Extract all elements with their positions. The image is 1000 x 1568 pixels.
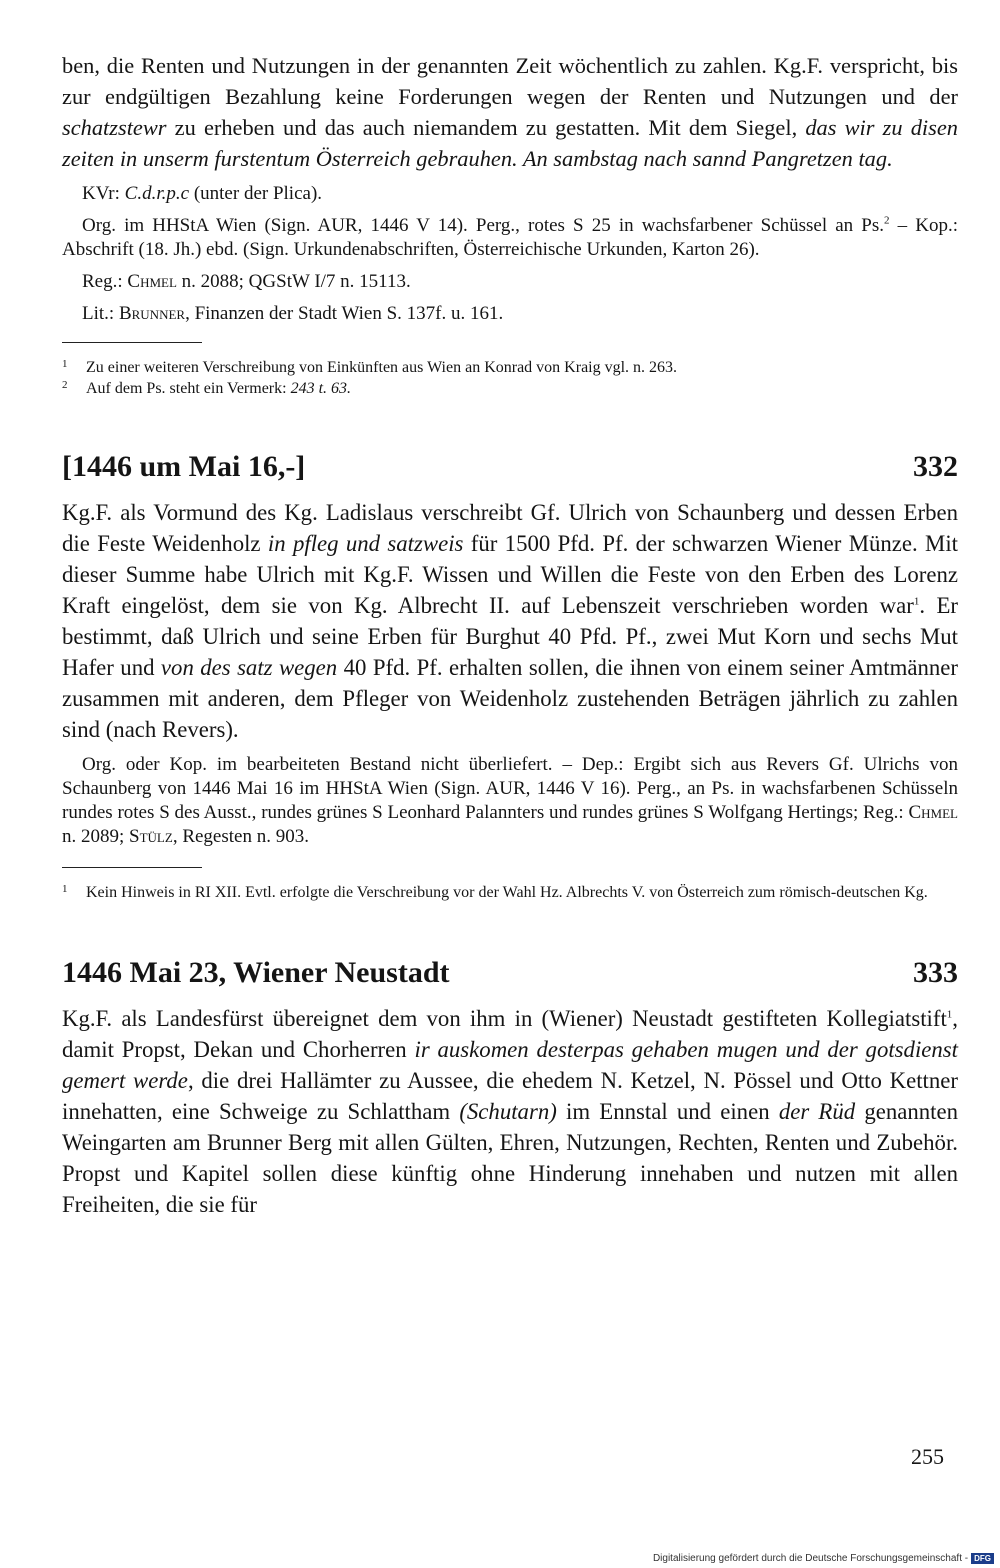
footnote-divider bbox=[62, 867, 202, 868]
entry-333-number: 333 bbox=[913, 956, 958, 989]
kvr-note: KVr: C.d.r.p.c (unter der Plica). bbox=[82, 183, 323, 204]
footnote-divider bbox=[62, 342, 202, 343]
page-number: 255 bbox=[911, 1444, 944, 1469]
entry-332-heading bbox=[62, 447, 958, 487]
continuation-paragraph: ben, die Renten und Nutzungen in der genannten Zeit wöchentlich zu zahlen. Kg.F. verspricht, bis zur endgültigen Bezahlung keine Forderungen wegen der Renten und Nutzungen und der schatzstewr zu erheben und das auch niemandem zu gestatten. Mit dem Siegel, das wir zu disen zeiten in unserm furstentum Österreich gebrauhen. An sambstag nach sannd Pangretzen tag. bbox=[62, 53, 958, 171]
entry-332-footnote-1: 1 Kein Hinweis in RI XII. Evtl. erfolgte die Verschreibung vor der Wahl Hz. Albrechts V. von Österreich zum römisch-deutschen Kg. bbox=[62, 883, 928, 901]
entry-332-title: [1446 um Mai 16,-] bbox=[62, 450, 306, 483]
page-content bbox=[62, 50, 958, 1220]
entry-333-text: Kg.F. als Landesfürst übereignet dem von ihm in (Wiener) Neustadt gestifteten Kollegiatstift$^1$, damit Propst, Dekan und Chorherren ir auskomen desterpas gehaben mugen und der gotsdienst gemert werde, die drei Hallämter zu Aussee, die ehedem N. Ketzel, N. Pössel und Otto Kettner innehatten, eine Schweige zu Schlattham (Schutarn) im Ennstal und einen der Rüd genannten Weingarten am Brunner Berg mit allen Gülten, Ehren, Nutzungen, Rechten, Renten und Zubehör. Propst und Kapitel sollen diese künftig ohne Hinderung innehaben und nutzen mit allen Freiheiten, die sie für bbox=[62, 1006, 959, 1217]
credit-text: Digitalisierung gefördert durch die Deutsche Forschungsgemeinschaft - bbox=[652, 1553, 969, 1564]
entry-332-number: 332 bbox=[913, 450, 958, 483]
dfg-logo: DFG bbox=[971, 1553, 994, 1564]
literature-note: Lit.: Brunner, Finanzen der Stadt Wien S. 137f. u. 161. bbox=[82, 303, 504, 324]
footnote-1: 1 Zu einer weiteren Verschreibung von Einkünften aus Wien an Konrad von Kraig vgl. n. 263. bbox=[62, 358, 678, 376]
original-note: Org. im HHStA Wien (Sign. AUR, 1446 V 14). Perg., rotes S 25 in wachsfarbener Schüssel an Ps.$^2$ – Kop.: Abschrift (18. Jh.) ebd. (Sign. Urkundenabschriften, Österreichische Urkunden, Karton 26). bbox=[62, 214, 958, 260]
entry-333-heading bbox=[62, 953, 958, 993]
digitization-credit bbox=[653, 1553, 994, 1564]
entry-333-title: 1446 Mai 23, Wiener Neustadt bbox=[62, 956, 450, 989]
entry-332-text: Kg.F. als Vormund des Kg. Ladislaus verschreibt Gf. Ulrich von Schaunberg und dessen Erben die Feste Weidenholz in pfleg und satzweis für 1500 Pfd. Pf. der schwarzen Wiener Münze. Mit dieser Summe habe Ulrich mit Kg.F. Wissen und Willen die Feste von den Erben des Lorenz Kraft eingelöst, dem sie von Kg. Albrecht II. auf Lebenszeit verschrieben worden war$^1$. Er bestimmt, daß Ulrich und seine Erben für Burghut 40 Pfd. Pf., zwei Mut Korn und sechs Mut Hafer und von des satz wegen 40 Pfd. Pf. erhalten sollen, die ihnen von einem seiner Amtmänner zusammen mit anderen, dem Pfleger von Weidenholz zustehenden Beträgen jährlich zu zahlen sind (nach Revers). bbox=[62, 500, 958, 742]
entry-332-notes: Org. oder Kop. im bearbeiteten Bestand nicht überliefert. – Dep.: Ergibt sich aus Revers Gf. Ulrichs von Schaunberg von 1446 Mai 16 im HHStA Wien (Sign. AUR, 1446 V 16). Perg., an Ps. in wachsfarbenen Schüsseln rundes rotes S des Ausst., rundes grünes S Leonhard Palannters und rundes grünes S Wolfgang Hertings; Reg.: Chmel n. 2089; Stülz, Regesten n. 903. bbox=[62, 754, 958, 847]
regest-note: Reg.: Chmel n. 2088; QGStW I/7 n. 15113. bbox=[82, 271, 411, 292]
footnote-2: 2 Auf dem Ps. steht ein Vermerk: 243 t. 63. bbox=[62, 379, 352, 397]
